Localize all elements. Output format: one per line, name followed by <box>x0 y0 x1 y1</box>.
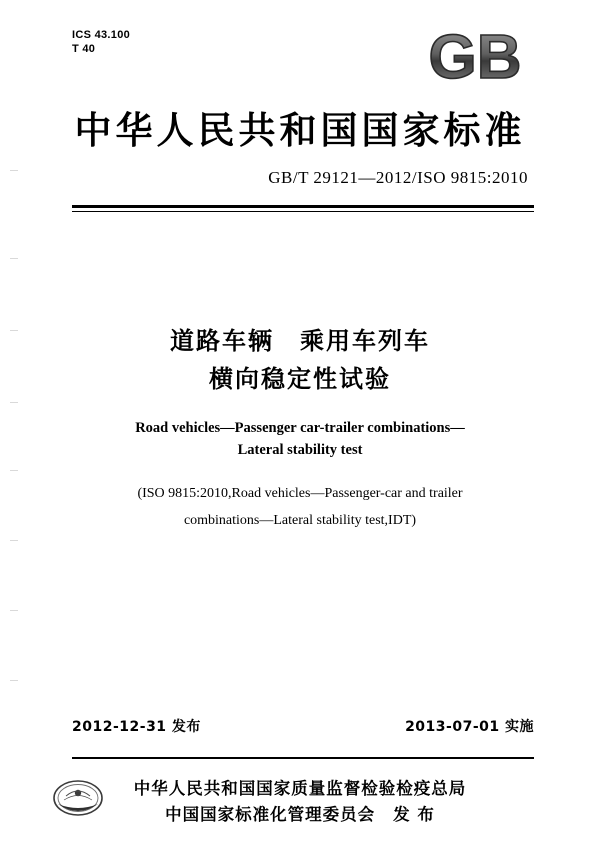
divider-footer <box>72 757 534 759</box>
margin-tick <box>10 610 18 611</box>
publisher-line2: 中国国家标准化管理委员会 <box>165 805 376 824</box>
implementation-date: 2013-07-01 实施 <box>405 719 534 735</box>
margin-tick <box>10 170 18 171</box>
document-title-cn <box>0 322 600 398</box>
publisher-issue-label: 发 布 <box>393 805 435 824</box>
gb-logo-icon <box>416 26 534 88</box>
margin-tick <box>10 680 18 681</box>
margin-tick <box>10 540 18 541</box>
publisher-block <box>0 776 600 828</box>
ics-code: ICS 43.100 <box>72 29 131 41</box>
publisher-line1: 中华人民共和国国家质量监督检验检疫总局 <box>133 779 467 798</box>
divider-top-thick <box>72 205 534 208</box>
margin-tick <box>10 470 18 471</box>
publisher-line2-wrap <box>0 802 600 828</box>
margin-tick <box>10 402 18 403</box>
divider-top-thin <box>72 211 534 212</box>
document-title-en-line1: Road vehicles—Passenger car-trailer combinations— <box>135 420 465 436</box>
iso-correspondence-note <box>0 480 600 534</box>
page-title: 中华人民共和国国家标准 <box>74 109 526 152</box>
document-title-en-line2: Lateral stability test <box>237 442 363 458</box>
document-title-cn-line2: 横向稳定性试验 <box>209 365 391 393</box>
margin-tick <box>10 258 18 259</box>
document-title-cn-line1: 道路车辆 乘用车列车 <box>170 327 430 355</box>
iso-note-line2: combinations—Lateral stability test,IDT) <box>183 513 417 528</box>
issue-date: 2012-12-31 发布 <box>72 719 201 735</box>
svg-text:GB: GB <box>428 26 522 88</box>
iso-note-line1: (ISO 9815:2010,Road vehicles—Passenger-car and trailer <box>137 486 463 501</box>
standard-number: GB/T 29121—2012/ISO 9815:2010 <box>268 168 528 187</box>
document-title-en <box>0 417 600 461</box>
classification-code: T 40 <box>72 43 96 55</box>
ics-classification-block <box>72 28 130 56</box>
